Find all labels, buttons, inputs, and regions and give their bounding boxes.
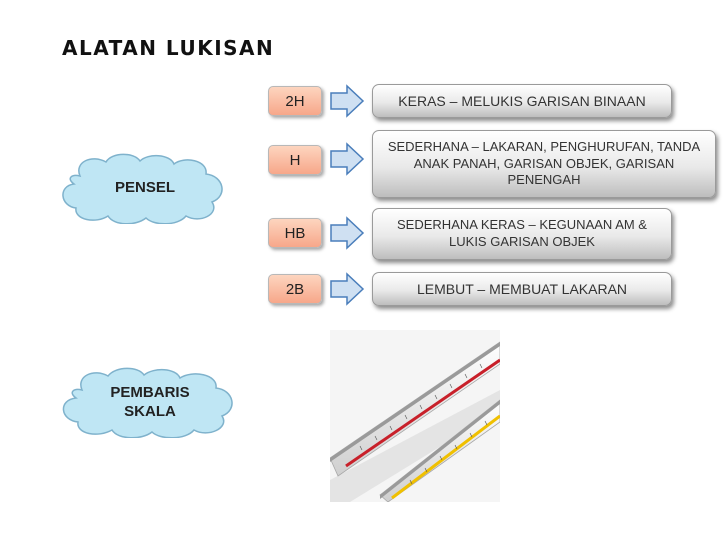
right-arrow-icon [329, 272, 365, 306]
desc-hb-box: SEDERHANA KERAS – KEGUNAAN AM & LUKIS GARISAN OBJEK [372, 208, 672, 260]
desc-h-box: SEDERHANA – LAKARAN, PENGHURUFAN, TANDA ANAK PANAH, GARISAN OBJEK, GARISAN PENENGAH [372, 130, 716, 198]
grade-h-box: H [268, 145, 322, 175]
slide-title: ALATAN LUKISAN [62, 36, 275, 60]
grade-hb-box: HB [268, 218, 322, 248]
right-arrow-icon [329, 84, 365, 118]
right-arrow-icon [329, 216, 365, 250]
grade-2h-box: 2H [268, 86, 322, 116]
pensel-cloud [58, 152, 232, 224]
pensel-label: PENSEL [114, 179, 175, 197]
scale-ruler-image [330, 330, 500, 502]
pembaris-cloud [58, 366, 242, 438]
pembaris-label: PEMBARIS SKALA [110, 383, 190, 420]
right-arrow-icon [329, 142, 365, 176]
scale-ruler-icon [330, 330, 500, 502]
desc-2h-box: KERAS – MELUKIS GARISAN BINAAN [372, 84, 672, 118]
grade-2b-box: 2B [268, 274, 322, 304]
desc-2b-box: LEMBUT – MEMBUAT LAKARAN [372, 272, 672, 306]
